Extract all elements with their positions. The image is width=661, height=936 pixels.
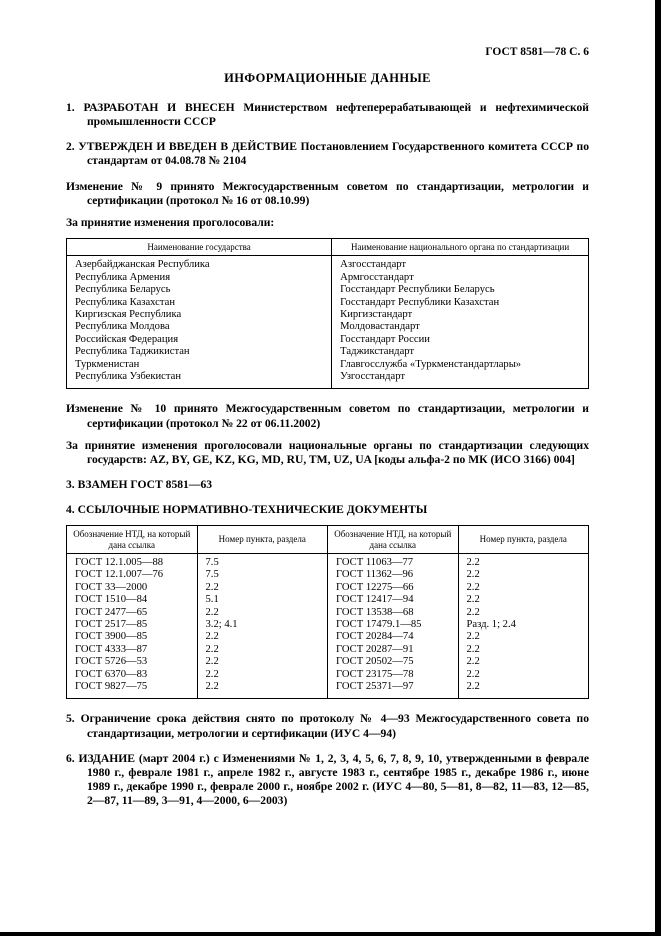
table-cell: ГОСТ 3900—85 [75,631,148,643]
table-cell: 2.2 [197,631,328,643]
vote-table-header-row [67,238,589,255]
table-cell: Российская Федерация [75,333,179,345]
table-cell: 5.1 [197,594,328,606]
table-cell: Киргизская Республика [75,308,182,320]
table-cell: 2.2 [197,669,328,681]
table-row [67,669,589,681]
ref-header-clause-right: Номер пункта, раздела [458,526,589,554]
paragraph-amendment9: Изменение № 9 принято Межгосударственным советом по стандартизации, метрологии и сертификации (протокол № 16 от 08.10.99) [66,179,589,207]
table-cell: ГОСТ 2477—65 [75,606,148,618]
table-row [67,309,589,321]
table-cell: 2.2 [458,594,589,606]
table-row [67,631,589,643]
references-table [66,525,589,699]
table-cell: Армгосстандарт [332,272,589,284]
table-row [67,334,589,346]
page-header: ГОСТ 8581—78 С. 6 [485,46,589,58]
paragraph-item6: 6. ИЗДАНИЕ (март 2004 г.) с Изменениями № 1, 2, 3, 4, 5, 6, 7, 8, 9, 10, утвержденными в феврале 1980 г., феврале 1981 г., апреле 1982 г., августе 1983 г., сентябре 1985 г., декабре 1986 г., июне 1989 г., декабре 1990 г., феврале 2000 г., ноябре 2002 г. (ИУС 4—80, 5—81, 8—82, 11—83, 12—85, 2—87, 11—89, 3—91, 4—2000, 6—2003) [66,751,589,808]
table-cell: 2.2 [458,631,589,643]
table-cell: 7.5 [197,553,328,569]
table-cell: 2.2 [458,656,589,668]
table-row [67,321,589,333]
table-cell: 3.2; 4.1 [197,619,328,631]
table-cell: 2.2 [197,656,328,668]
references-table-header-row [67,526,589,554]
table-cell: Главгосслужба «Туркменстандартлары» [332,359,589,371]
table-cell: Разд. 1; 2.4 [458,619,589,631]
table-row [67,272,589,284]
paragraph-item1: 1. РАЗРАБОТАН И ВНЕСЕН Министерством нефтеперерабатывающей и нефтехимической промышленности СССР [66,101,589,129]
table-row [67,371,589,389]
paragraph-item5: 5. Ограничение срока действия снято по протоколу № 4—93 Межгосударственного совета по стандартизации, метрологии и сертификации (ИУС 4—94) [66,712,589,740]
table-cell: 2.2 [197,582,328,594]
table-cell: ГОСТ 33—2000 [75,581,148,593]
table-row [67,569,589,581]
table-cell: Республика Узбекистан [75,370,182,382]
paragraph-vote10-intro: За принятие изменения проголосовали национальные органы по стандартизации следующих государств: AZ, BY, GE, KZ, KG, MD, RU, TM, UZ, UA [коды альфа-2 по МК (ИСО 3166) 004] [66,438,589,466]
table-cell: ГОСТ 12.1.007—76 [75,569,164,581]
table-cell: Республика Беларусь [75,284,171,296]
paragraph-amendment10: Изменение № 10 принято Межгосударственным советом по стандартизации, метрологии и сертификации (протокол № 22 от 06.11.2002) [66,402,589,430]
table-cell: ГОСТ 12.1.005—88 [75,556,164,568]
table-cell: Азербайджанская Республика [75,259,210,271]
table-cell: 2.2 [197,681,328,699]
table-row [67,681,589,699]
table-row [67,619,589,631]
table-cell: 2.2 [458,607,589,619]
ref-header-clause-left: Номер пункта, раздела [197,526,328,554]
table-cell: Госстандарт Республики Беларусь [332,284,589,296]
table-cell: 2.2 [458,569,589,581]
table-cell: ГОСТ 2517—85 [75,618,148,630]
table-row [67,594,589,606]
table-cell: Республика Казахстан [75,296,176,308]
paragraph-item2: 2. УТВЕРЖДЕН И ВВЕДЕН В ДЕЙСТВИЕ Постановлением Государственного комитета СССР по стандартам от 04.08.78 № 2104 [66,140,589,168]
table-row [67,644,589,656]
table-cell: ГОСТ 12275—66 [328,582,459,594]
ref-header-designation-left: Обозначение НТД, на который дана ссылка [67,526,198,554]
table-row [67,297,589,309]
table-row [67,359,589,371]
vote-table-header-country: Наименование государства [67,238,332,255]
table-cell: ГОСТ 13538—68 [328,607,459,619]
table-cell: 2.2 [458,553,589,569]
table-row [67,256,589,272]
table-cell: Госстандарт Республики Казахстан [332,297,589,309]
table-cell: ГОСТ 6370—83 [75,668,148,680]
vote-table [66,238,589,389]
table-cell: Республика Армения [75,271,171,283]
paragraph-vote-intro: За принятие изменения проголосовали: [66,215,275,229]
table-cell: Туркменистан [75,358,140,370]
table-row [67,284,589,296]
ref-header-designation-right: Обозначение НТД, на который дана ссылка [328,526,459,554]
table-cell: ГОСТ 5726—53 [75,656,148,668]
table-cell: ГОСТ 11063—77 [328,553,459,569]
table-row [67,656,589,668]
table-cell: 7.5 [197,569,328,581]
table-cell: Республика Молдова [75,321,170,333]
table-cell: Молдовастандарт [332,321,589,333]
table-cell: 2.2 [458,681,589,699]
table-cell: ГОСТ 1510—84 [75,594,148,606]
paragraph-item4: 4. ССЫЛОЧНЫЕ НОРМАТИВНО-ТЕХНИЧЕСКИЕ ДОКУМЕНТЫ [66,503,428,517]
table-cell: 2.2 [458,644,589,656]
vote-table-body [67,256,589,389]
table-cell: 2.2 [197,644,328,656]
table-cell: 2.2 [458,669,589,681]
table-cell: ГОСТ 20287—91 [328,644,459,656]
table-cell: ГОСТ 11362—96 [328,569,459,581]
table-row [67,582,589,594]
table-cell: ГОСТ 12417—94 [328,594,459,606]
table-cell: Госстандарт России [332,334,589,346]
vote-table-header-org: Наименование национального органа по стандартизации [332,238,589,255]
table-cell: Узгосстандарт [332,371,589,389]
references-table-body [67,553,589,698]
document-title: ИНФОРМАЦИОННЫЕ ДАННЫЕ [224,71,431,85]
table-cell: Таджикстандарт [332,346,589,358]
table-cell: Азгосстандарт [332,256,589,272]
table-cell: ГОСТ 4333—87 [75,643,148,655]
table-cell: ГОСТ 20502—75 [328,656,459,668]
table-cell: ГОСТ 20284—74 [328,631,459,643]
table-cell: ГОСТ 23175—78 [328,669,459,681]
table-cell: 2.2 [458,582,589,594]
paragraph-item3: 3. ВЗАМЕН ГОСТ 8581—63 [66,477,213,491]
table-cell: 2.2 [197,607,328,619]
table-cell: ГОСТ 17479.1—85 [328,619,459,631]
table-cell: ГОСТ 9827—75 [75,680,148,692]
table-row [67,553,589,569]
table-cell: Республика Таджикистан [75,346,190,358]
table-cell: Киргизстандарт [332,309,589,321]
table-row [67,346,589,358]
table-row [67,607,589,619]
table-cell: ГОСТ 25371—97 [328,681,459,699]
